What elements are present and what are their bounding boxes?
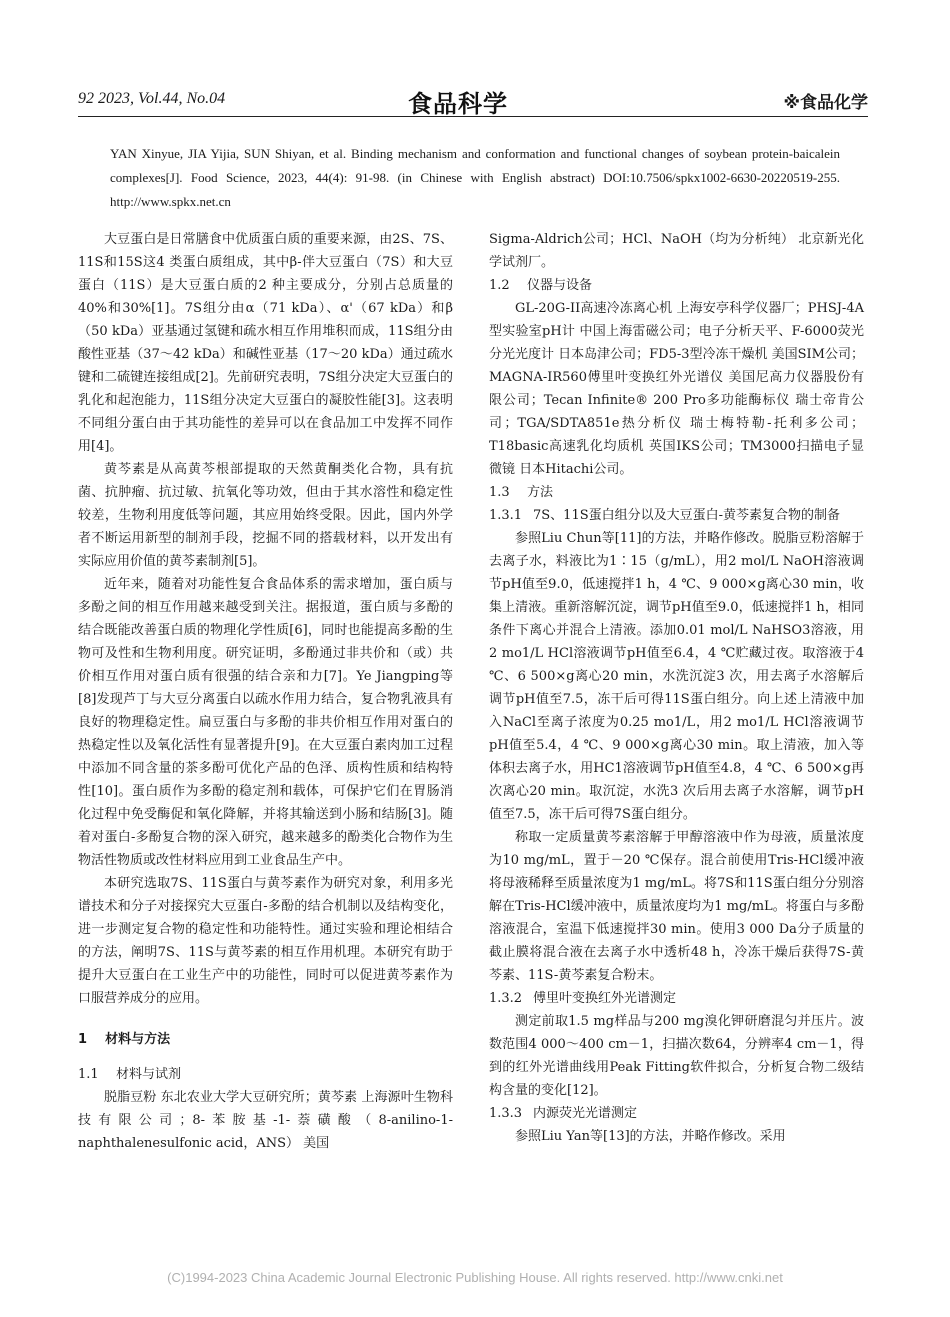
fluorescence-paragraph: 参照Liu Yan等[13]的方法，并略作修改。采用: [515, 1129, 786, 1144]
page-number-volume: 92 2023, Vol.44, No.04: [78, 90, 226, 107]
section-number: 1: [78, 1032, 88, 1047]
subsection-heading-1-3: [489, 481, 864, 504]
section-heading-1: [78, 1028, 453, 1051]
subsection-title: 方法: [527, 485, 554, 500]
ftir-paragraph: 测定前取1.5 mg样品与200 mg溴化钾研磨混匀并压片。波数范围4 000～400 cm－1，扫描次数64，分辨率4 cm－1，得到的红外光谱曲线用Peak Fitting软件拟合，分析复合物二级结构含量的变化[12]。: [489, 1014, 864, 1098]
subsection-title: 内源荧光光谱测定: [533, 1106, 638, 1121]
right-column: [489, 228, 864, 1148]
header-rule: [78, 116, 868, 117]
subsection-number: 1.3.1: [489, 508, 523, 523]
subsection-title: 仪器与设备: [527, 278, 593, 293]
subsection-heading-1-3-3: [489, 1102, 864, 1125]
method-paragraph-2: 称取一定质量黄芩素溶解于甲醇溶液中作为母液，质量浓度为10 mg/mL，置于－20 ℃保存。混合前使用Tris-HCl缓冲液将母液稀释至质量浓度为1 mg/mL。将7S和11S蛋白组分分别溶解在Tris-HCl缓冲液中，质量浓度均为1 mg/mL。将蛋白与多酚溶液混合，室温下低速搅拌30 min。使用3 000 Da分子质量的截止膜将混合液在去离子水中透析48 h，冷冻干燥后获得7S-黄芩素、11S-黄芩素复合粉末。: [489, 830, 864, 983]
subsection-heading-1-2: [489, 274, 864, 297]
intro-paragraph-1: 大豆蛋白是日常膳食中优质蛋白质的重要来源，由2S、7S、11S和15S这4 类蛋白质组成，其中β-伴大豆蛋白（7S）和大豆蛋白（11S）是大豆蛋白质的2 种主要成分，分别占总质量的40%和30%[1]。7S组分由α（71 kDa）、α'（67 kDa）和β（50 kDa）亚基通过氢键和疏水相互作用堆积而成，11S组分由酸性亚基（37～42 kDa）和碱性亚基（17～20 kDa）通过疏水键和二硫键连接组成[2]。先前研究表明，7S组分决定大豆蛋白的乳化和起泡能力，11S组分决定大豆蛋白的凝胶性能[3]。这表明不同组分蛋白由于其功能性的差异可以在食品加工中发挥不同作用[4]。: [78, 232, 453, 454]
subsection-title: 傅里叶变换红外光谱测定: [533, 991, 677, 1006]
left-column: [78, 228, 453, 1155]
subsection-heading-1-3-2: [489, 987, 864, 1010]
citation-block: YAN Xinyue, JIA Yijia, SUN Shiyan, et al. Binding mechanism and conformation and functional changes of soybean protein-baicalein complexes[J]. Food Science, 2023, 44(4): 91-98. (in Chinese with English abstract) DOI:10.7506/spkx1002-6630-20220519-255. http://www.spkx.net.cn: [110, 146, 840, 209]
journal-title: 食品科学: [408, 90, 508, 118]
equipment-paragraph: GL-20G-II高速冷冻离心机 上海安亭科学仪器厂；PHSJ-4A型实验室pH计 中国上海雷磁公司；电子分析天平、F-6000荧光分光光度计 日本岛津公司；FD5-3型冷冻干燥机 美国SIM公司；MAGNA-IR560傅里叶变换红外光谱仪 美国尼高力仪器股份有限公司；Tecan Infinite® 200 Pro多功能酶标仪 瑞士帝肯公司；TGA/SDTA851e热分析仪 瑞士梅特勒-托利多公司；T18basic高速乳化均质机 英国IKS公司；TM3000扫描电子显微镜 日本Hitachi公司。: [489, 301, 864, 477]
page-header: [78, 86, 868, 116]
materials-paragraph-cont: Sigma-Aldrich公司；HCl、NaOH（均为分析纯） 北京新光化学试剂厂。: [489, 232, 864, 270]
subsection-number: 1.3: [489, 485, 510, 500]
section-title: 材料与方法: [105, 1032, 171, 1047]
section-label: ※食品化学: [783, 93, 868, 113]
subsection-number: 1.3.2: [489, 991, 523, 1006]
intro-paragraph-3: 近年来，随着对功能性复合食品体系的需求增加，蛋白质与多酚之间的相互作用越来越受到关注。据报道，蛋白质与多酚的结合既能改善蛋白质的物理化学性质[6]，同时也能提高多酚的生物可及性和生物利用度。研究证明，多酚通过非共价和（或）共价相互作用对蛋白质有很强的结合亲和力[7]。Ye Jiangping等[8]发现芦丁与大豆分离蛋白以疏水作用力结合，复合物乳液具有良好的物理稳定性。扁豆蛋白与多酚的非共价相互作用对蛋白的热稳定性以及氧化活性有显著提升[9]。在大豆蛋白素肉加工过程中添加不同含量的茶多酚可优化产品的色泽、质构性质和结构特性[10]。蛋白质作为多酚的稳定剂和载体，可保护它们在胃肠消化过程中免受酶促和氧化降解，并将其输送到小肠和结肠[3]。随着对蛋白-多酚复合物的深入研究，越来越多的酚类化合物作为生物活性物质或改性材料应用到工业食品生产中。: [78, 577, 453, 868]
intro-paragraph-2: 黄芩素是从高黄芩根部提取的天然黄酮类化合物，具有抗菌、抗肿瘤、抗过敏、抗氧化等功效，但由于其水溶性和稳定性较差，生物利用度低等问题，其应用始终受限。因此，国内外学者不断运用新型的制剂手段，挖掘不同的搭载材料，以开发出有实际应用价值的黄芩素制剂[5]。: [78, 462, 453, 569]
subsection-number: 1.1: [78, 1067, 99, 1082]
subsection-heading-1-1: [78, 1063, 453, 1086]
intro-paragraph-4: 本研究选取7S、11S蛋白与黄芩素作为研究对象，利用多光谱技术和分子对接探究大豆蛋白-多酚的结合机制以及结构变化，进一步测定复合物的稳定性和功能特性。通过实验和理论相结合的方法，阐明7S、11S与黄芩素的相互作用机理。本研究有助于提升大豆蛋白在工业生产中的功能性，同时可以促进黄芩素作为口服营养成分的应用。: [78, 876, 453, 1006]
materials-paragraph: 脱脂豆粉 东北农业大学大豆研究所；黄芩素 上海源叶生物科技有限公司；8-苯胺基-1-萘磺酸（8-anilino-1-naphthalenesulfonic acid，ANS） 美国: [78, 1090, 453, 1151]
subsection-number: 1.2: [489, 278, 510, 293]
copyright-footer: (C)1994-2023 China Academic Journal Electronic Publishing House. All rights reserved. http://www.cnki.net: [167, 1270, 783, 1285]
method-paragraph-1: 参照Liu Chun等[11]的方法，并略作修改。脱脂豆粉溶解于去离子水，料液比为1∶15（g/mL），用2 mol/L NaOH溶液调节pH值至9.0，低速搅拌1 h，4 ℃、9 000×g离心30 min，收集上清液。重新溶解沉淀，调节pH值至9.0，低速搅拌1 h，相同条件下离心并混合上清液。添加0.01 mol/L NaHSO3溶液，用2 mo1/L HCl溶液调节pH值至6.4，4 ℃贮藏过夜。取溶液于4 ℃、6 500×g离心20 min，水洗沉淀3 次，用去离子水溶解后调节pH值至7.5，冻干后可得11S蛋白组分。向上述上清液中加入NaCl至离子浓度为0.25 mo1/L，用2 mo1/L HCl溶液调节pH值至5.4，4 ℃、9 000×g离心30 min。取上清液，加入等体积去离子水，用HC1溶液调节pH值至4.8，4 ℃、6 500×g再次离心20 min。取沉淀，水洗3 次后用去离子水溶解，调节pH值至7.5，冻干后可得7S蛋白组分。: [489, 531, 864, 822]
subsection-title: 材料与试剂: [116, 1067, 182, 1082]
subsection-number: 1.3.3: [489, 1106, 523, 1121]
subsection-heading-1-3-1: [489, 504, 864, 527]
subsection-title: 7S、11S蛋白组分以及大豆蛋白-黄芩素复合物的制备: [533, 508, 841, 523]
